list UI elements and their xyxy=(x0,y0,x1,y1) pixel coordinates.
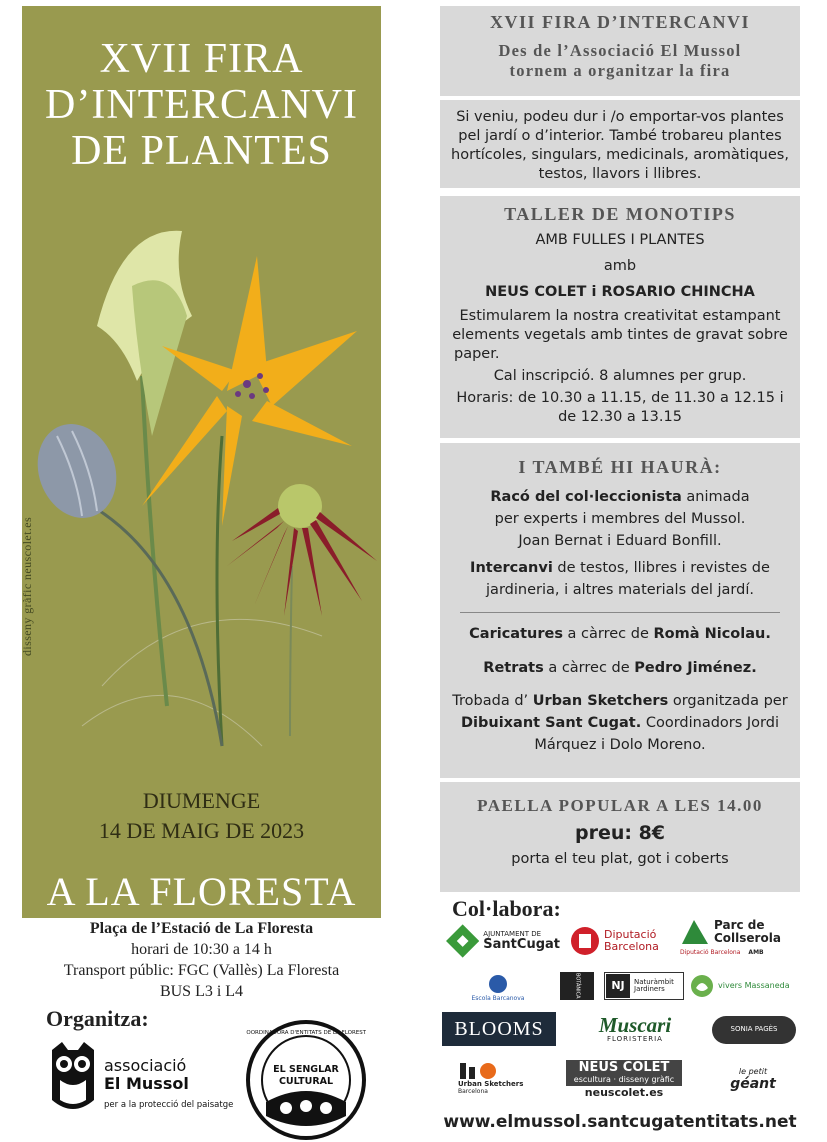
poster-title-line: XVII FIRA xyxy=(99,36,304,82)
taller-schedule: de 12.30 a 13.15 xyxy=(558,409,682,425)
design-credit: disseny gràfic neuscolet.es xyxy=(20,516,34,656)
taller-desc: paper. xyxy=(454,346,500,362)
panel-fira xyxy=(440,6,800,96)
location-text: Plaça de l’Estació de La Floresta xyxy=(89,920,314,937)
intercanvi-bold: Intercanvi xyxy=(470,560,553,576)
naturambit-logo xyxy=(604,972,684,1000)
extra-title: I TAMBÉ HI HAURÀ: xyxy=(518,457,722,477)
caric-bold: Caricatures xyxy=(469,626,563,642)
intercanvi-line2: jardineria, i altres materials del jardí. xyxy=(486,582,754,598)
nj-icon: NJ xyxy=(606,974,630,998)
poster-title-line: D’INTERCANVI xyxy=(45,82,358,128)
sonia-text: SONIA PAGÈS xyxy=(730,1025,778,1034)
poster-panel xyxy=(22,6,381,918)
trobada-pre: Trobada d’ xyxy=(452,693,533,709)
paella-note: porta el teu plat, got i coberts xyxy=(511,851,729,867)
senglar-logo xyxy=(246,1020,366,1140)
raco-bold: Racó del col·leccionista xyxy=(490,489,682,505)
owl-icon xyxy=(48,1040,98,1112)
poster-title xyxy=(22,36,381,174)
flowers-illustration xyxy=(22,206,381,766)
raco-line3: Joan Bernat i Eduard Bonfill. xyxy=(518,533,722,549)
taller-line2: amb xyxy=(603,258,637,274)
caric-name: Romà Nicolau. xyxy=(653,626,771,642)
naturambit-line1: Naturàmbit xyxy=(634,977,674,986)
diputacio-icon xyxy=(570,926,600,956)
blooms-logo xyxy=(442,1012,556,1046)
retrats-bold: Retrats xyxy=(483,660,544,676)
muscari-line2: FLORISTERIA xyxy=(607,1035,663,1044)
plants-line: Si veniu, podeu dur i /o emportar-vos plantes xyxy=(456,109,784,125)
mussol-logo xyxy=(48,1038,234,1118)
taller-artists: NEUS COLET i ROSARIO CHINCHA xyxy=(485,284,755,300)
fira-subtitle-2: tornem a organitzar la fira xyxy=(509,61,731,80)
neus-line2: escultura · disseny gràfic xyxy=(566,1075,682,1085)
neus-line3: neuscolet.es xyxy=(584,1085,664,1099)
event-place: A LA FLORESTA xyxy=(46,869,357,914)
coordinators-line: Márquez i Dolo Moreno. xyxy=(534,737,706,753)
taller-title: TALLER DE MONOTIPS xyxy=(504,204,736,224)
organitza-heading: Organitza: xyxy=(46,1006,149,1031)
leaf-icon xyxy=(690,974,714,998)
event-day: DIUMENGE xyxy=(142,788,261,813)
escola-logo xyxy=(448,970,548,1006)
mussol-logo-line3: per a la protecció del paisatge xyxy=(104,1100,234,1110)
parc-sub2: AMB xyxy=(748,948,764,956)
vivers-logo xyxy=(690,972,800,1000)
poster-title-line: DE PLANTES xyxy=(71,128,332,174)
santcugat-line2: SantCugat xyxy=(483,936,560,952)
fira-subtitle-1: Des de l’Associació El Mussol xyxy=(498,41,742,60)
plants-line: testos, llavors i llibres. xyxy=(538,166,702,182)
panel-extra xyxy=(440,443,800,778)
santcugat-icon xyxy=(446,924,479,958)
taller-line1: AMB FULLES I PLANTES xyxy=(535,232,705,248)
transport-text: Transport públic: FGC (Vallès) La Floresta xyxy=(63,962,340,979)
santcugat-logo xyxy=(446,920,560,962)
raco-line2: per experts i membres del Mussol. xyxy=(494,511,746,527)
naturambit-line2: Jardiners xyxy=(634,985,665,993)
senglar-line1: EL SENGLAR xyxy=(273,1064,339,1075)
urban-line1: Urban Sketchers xyxy=(458,1080,524,1089)
botanica-logo xyxy=(560,972,594,1000)
neus-colet-logo xyxy=(566,1056,682,1102)
senglar-ring-text: COORDINADORA D'ENTITATS DE LA FLORESTA xyxy=(246,1030,366,1036)
dibuixant-bold: Dibuixant Sant Cugat. xyxy=(461,715,642,731)
fira-title: XVII FIRA D’INTERCANVI xyxy=(489,12,751,32)
escola-text: Escola Barcanova xyxy=(471,994,525,1002)
parc-line2: Collserola xyxy=(714,930,781,945)
muscari-line1: Muscari xyxy=(598,1013,672,1038)
bus-text: BUS L3 i L4 xyxy=(159,983,244,1000)
retrats-name: Pedro Jiménez. xyxy=(634,660,757,676)
sonia-pages-logo xyxy=(712,1016,796,1044)
diputacio-logo xyxy=(570,922,670,960)
parc-collserola-logo xyxy=(680,908,800,966)
panel-taller xyxy=(440,196,800,438)
le-petit-geant-logo xyxy=(716,1062,790,1098)
taller-inscription: Cal inscripció. 8 alumnes per grup. xyxy=(493,368,747,384)
diputacio-line2: Barcelona xyxy=(604,940,659,953)
taller-desc: Estimularem la nostra creativitat estampant xyxy=(459,308,781,324)
tree-icon xyxy=(680,918,710,946)
mussol-logo-line1: associació xyxy=(104,1056,187,1075)
paella-price: preu: 8€ xyxy=(574,822,666,844)
senglar-line2: CULTURAL xyxy=(278,1076,334,1087)
dibuixant-rest: Coordinadors Jordi xyxy=(641,715,779,731)
mussol-logo-line2: El Mussol xyxy=(104,1074,189,1093)
caric-mid: a càrrec de xyxy=(562,626,654,642)
urban-sketchers-icon xyxy=(458,1061,498,1081)
plants-line: hortícoles, singulars, medicinals, aromàtiques, xyxy=(451,147,789,163)
plants-line: pel jardí o d’interior. També trobareu plantes xyxy=(458,128,782,144)
petit-line1: le petit xyxy=(738,1067,768,1077)
divider xyxy=(460,612,780,613)
website-link[interactable]: www.elmussol.santcugatentitats.net xyxy=(443,1112,797,1132)
taller-desc: elements vegetals amb tintes de gravat sobre xyxy=(452,327,788,343)
escola-icon xyxy=(488,974,508,994)
vivers-text: vivers Massaneda xyxy=(718,980,790,990)
raco-rest: animada xyxy=(681,489,750,505)
event-date: 14 DE MAIG DE 2023 xyxy=(98,818,305,843)
urban-sketchers-logo xyxy=(458,1058,544,1098)
botanica-text: BOTÀNICA xyxy=(574,973,581,999)
urban-line2: Barcelona xyxy=(458,1087,488,1095)
neus-line1: NEUS COLET xyxy=(566,1060,682,1076)
intercanvi-rest: de testos, llibres i revistes de xyxy=(552,560,770,576)
blooms-text: BLOOMS xyxy=(454,1017,544,1040)
hours-text: horari de 10:30 a 14 h xyxy=(131,941,272,958)
santcugat-line1: AJUNTAMENT DE xyxy=(483,929,542,938)
diputacio-line1: Diputació xyxy=(604,928,657,942)
muscari-logo xyxy=(572,1012,698,1046)
parc-line1: Parc de xyxy=(714,918,765,933)
event-info xyxy=(22,918,381,1002)
panel-paella xyxy=(440,782,800,892)
trobada-post: organitzada per xyxy=(668,693,788,709)
collabora-heading: Col·labora: xyxy=(452,896,561,921)
taller-schedule: Horaris: de 10.30 a 11.15, de 11.30 a 12.15 i xyxy=(456,390,784,406)
panel-plants xyxy=(440,100,800,188)
retrats-mid: a càrrec de xyxy=(543,660,635,676)
petit-line2: géant xyxy=(730,1075,776,1092)
paella-title: PAELLA POPULAR A LES 14.00 xyxy=(477,796,763,815)
trobada-bold: Urban Sketchers xyxy=(532,693,669,709)
parc-sub1: Diputació Barcelona xyxy=(680,948,741,956)
